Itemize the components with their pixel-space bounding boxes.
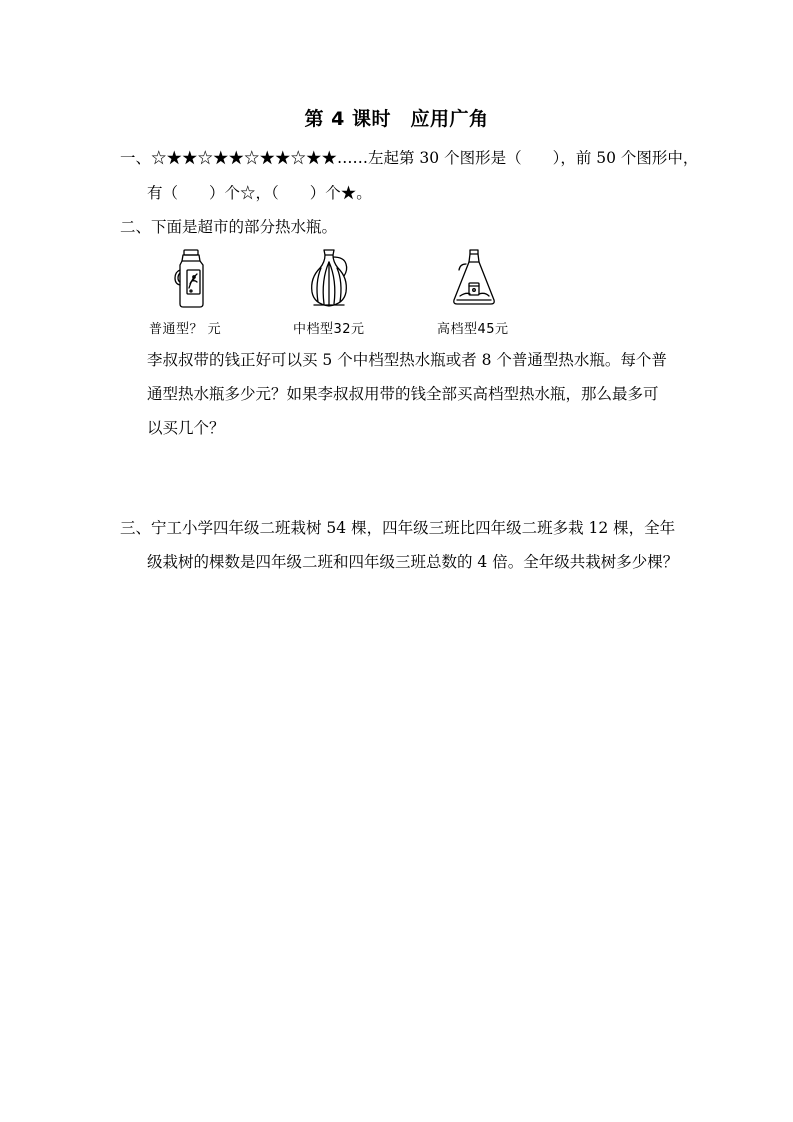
conical-bottle-icon xyxy=(448,248,500,310)
question-1-line-2: 有（ ）个☆，（ ）个★。 xyxy=(147,184,372,202)
page-title: 第 4 课时 应用广角 xyxy=(304,108,489,130)
thermos-bottle-icon xyxy=(170,248,214,310)
question-3-line-2: 级栽树的棵数是四年级二班和四年级三班总数的 4 倍。全年级共栽树多少棵？ xyxy=(147,553,679,571)
question-2-text-line-3: 以买几个？ xyxy=(147,419,225,437)
question-2-text-line-2: 通型热水瓶多少元？如果李叔叔用带的钱全部买高档型热水瓶，那么最多可 xyxy=(147,385,659,403)
vase-bottle-icon xyxy=(304,248,354,310)
caption-ordinary: 普通型？ 元 xyxy=(149,322,222,337)
question-2-text-line-1: 李叔叔带的钱正好可以买 5 个中档型热水瓶或者 8 个普通型热水瓶。每个普 xyxy=(147,351,667,369)
caption-high-end: 高档型45元 xyxy=(437,322,509,337)
question-2-intro: 二、下面是超市的部分热水瓶。 xyxy=(120,218,338,236)
question-1-line-1: 一、☆★★☆★★☆★★☆★★……左起第 30 个图形是（ ），前 50 个图形中， xyxy=(120,149,699,167)
caption-mid-range: 中档型32元 xyxy=(293,322,365,337)
question-3-line-1: 三、宁工小学四年级二班栽树 54 棵，四年级三班比四年级二班多栽 12 棵，全年 xyxy=(120,519,676,537)
